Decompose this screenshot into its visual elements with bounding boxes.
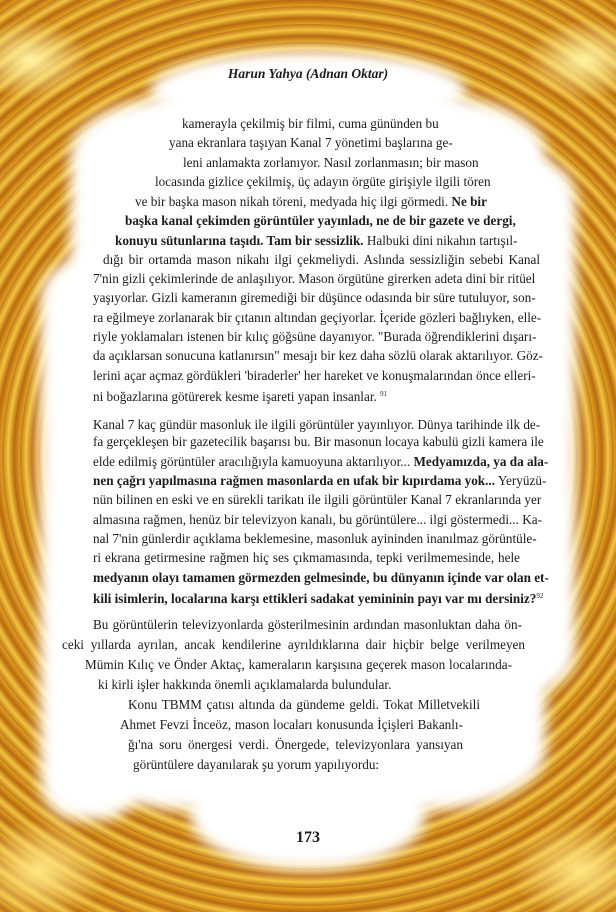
page-area-bottom <box>190 760 426 870</box>
text-span: locasında gizlice çekilmiş, üç adayın örgüte girişiyle ilgili tören <box>155 174 491 189</box>
text-span: riyle yoklamaları istenen bir kılıç göğsüne dayanıyor. "Burada öğrendiklerini dışarı- <box>93 329 537 344</box>
text-span: ri ekrana getirmesine rağmen hiç ses çıkmamasında, tepki verilmemesinde, hele <box>93 550 520 565</box>
text-line <box>93 548 520 567</box>
text-line <box>93 269 536 288</box>
text-line <box>93 308 542 327</box>
text-span: ra eğilmeye zorlanarak bir çıtanın altından geçiyorlar. İçeride gözleri bağlıyken, elle- <box>93 310 542 325</box>
text-line <box>93 568 549 587</box>
text-line <box>93 385 520 404</box>
text-line <box>128 695 480 714</box>
bold-text: Ne bir <box>451 194 487 209</box>
text-span: nün bilinen en eski ve en sürekli tarikatı ile ilgili görüntüler Kanal 7 ekranlarında yer <box>93 492 542 507</box>
text-span: Bu görüntülerin televizyonlarda gösterilmesinin ardından masonluktan daha ön- <box>93 617 522 632</box>
bold-text: nen çağrı yapılmasına rağmen masonlarda en ufak bir kıpırdama yok... <box>93 473 496 488</box>
text-span: Konu TBMM çatısı altında da gündeme geldi. Tokat Milletvekili <box>128 697 480 712</box>
text-span: ki kirli işler hakkında önemli açıklamalarda bulundular. <box>98 677 392 692</box>
text-line <box>182 114 439 133</box>
text-span: nal 7'nin günlerdir açıklama beklemesine, masonluk ayininden inanılmaz görüntüle- <box>93 531 537 546</box>
bold-text: konuyu sütunlarına taşıdı. Tam bir sessizlik. <box>115 233 364 248</box>
text-line <box>98 675 520 694</box>
text-span: Yeryüzü- <box>495 473 547 488</box>
text-line <box>93 587 544 606</box>
text-line <box>120 715 463 734</box>
text-span: yana ekranlara taşıyan Kanal 7 yönetimi başlarına ge- <box>169 135 453 150</box>
text-span: Mümin Kılıç ve Önder Aktaç, kameraların karşısına geçerek mason localarında- <box>85 657 512 672</box>
text-span: kamerayla çekilmiş bir filmi, cuma gününden bu <box>182 116 439 131</box>
text-line <box>85 655 512 674</box>
text-span: Halbuki dini nikahın tartışıl- <box>363 233 518 248</box>
text-span: Kanal 7 kaç gündür masonluk ile ilgili görüntüler yayınlıyor. Dünya tarihinde ilk de- <box>93 417 541 432</box>
text-span: ğı'na soru önergesi verdi. Önergede, televizyonlara yansıyan <box>128 737 463 752</box>
bold-text: Medyamızda, ya da ala- <box>413 454 549 469</box>
text-line <box>135 192 487 211</box>
text-line <box>183 153 479 172</box>
text-line <box>93 432 544 451</box>
text-line <box>128 735 463 754</box>
text-line <box>62 635 525 654</box>
text-span: görüntülere dayanılarak şu yorum yapılıyordu: <box>133 757 380 772</box>
text-span: elde edilmiş görüntüler aracılığıyla kamuoyuna aktarılıyor... <box>93 454 414 469</box>
text-line <box>93 327 537 346</box>
text-line <box>115 231 518 250</box>
page-number: 173 <box>296 829 320 846</box>
text-span: ni boğazlarına götürerek kesme işareti yapan insanlar. <box>93 389 381 404</box>
text-span: Ahmet Fevzi İnceöz, mason locaları konusunda İçişleri Bakanlı- <box>120 717 463 732</box>
text-line <box>125 211 516 230</box>
text-line <box>155 172 491 191</box>
text-span: leni anlamakta zorlanıyor. Nasıl zorlanmasın; bir mason <box>183 155 479 170</box>
running-header: Harun Yahya (Adnan Oktar) <box>227 66 389 81</box>
text-span: lerini açar açmaz gördükleri 'biraderler' her hareket ve konuşmalarından önce elleri- <box>93 368 536 383</box>
text-line <box>169 133 453 152</box>
text-span: dığı bir ortamda mason nikahı ilgi çekmeliydi. Aslında sessizliğin sebebi Kanal <box>103 252 540 267</box>
bold-text: medyanın olayı tamamen görmezden gelmesinde, bu dünyanın içinde var olan et- <box>93 570 549 585</box>
text-span: fa gerçekleşen bir gazetecilik başarısı bu. Bir masonun locaya kabulü gizli kamera ile <box>93 434 544 449</box>
text-span: ve bir başka mason nikah töreni, medyada hiç ilgi görmedi. <box>135 194 452 209</box>
text-span: 7'nin gizli çekimlerinde de anlaşılıyor. Mason örgütüne girerken adeta dini bir ritüel <box>93 271 536 286</box>
text-span: almasına rağmen, henüz bir televizyon kanalı, bu görüntülere... ilgi göstermedi... Ka- <box>93 512 542 527</box>
text-line <box>93 490 542 509</box>
text-span: ceki yıllarda ayrılan, ancak kendilerine ayrıldıklarına dair hiçbir belge verilmeyen <box>62 637 525 652</box>
footnote-ref: 92 <box>536 592 544 600</box>
text-span: da açıklarsan sonucuna katlanırsın" mesajı bir kez daha sözlü olarak aktarılıyor. Göz- <box>93 348 543 363</box>
text-line <box>93 288 536 307</box>
text-line <box>93 366 536 385</box>
bold-text: kili isimlerin, localarına karşı ettikleri sadakat yemininin payı var mı dersiniz? <box>93 591 537 606</box>
text-line <box>93 615 522 634</box>
text-line <box>103 250 540 269</box>
text-line <box>93 452 549 471</box>
text-line <box>133 755 520 774</box>
text-span: yaşıyorlar. Gizli kameranın giremediği bir düşünce odasında bir süre tutuluyor, son- <box>93 290 536 305</box>
text-line <box>93 471 547 490</box>
text-line <box>93 510 542 529</box>
footnote-ref: 91 <box>380 390 388 398</box>
text-line <box>93 529 537 548</box>
bold-text: başka kanal çekimden görüntüler yayınladı, ne de bir gazete ve dergi, <box>125 213 516 228</box>
text-line <box>93 346 543 365</box>
